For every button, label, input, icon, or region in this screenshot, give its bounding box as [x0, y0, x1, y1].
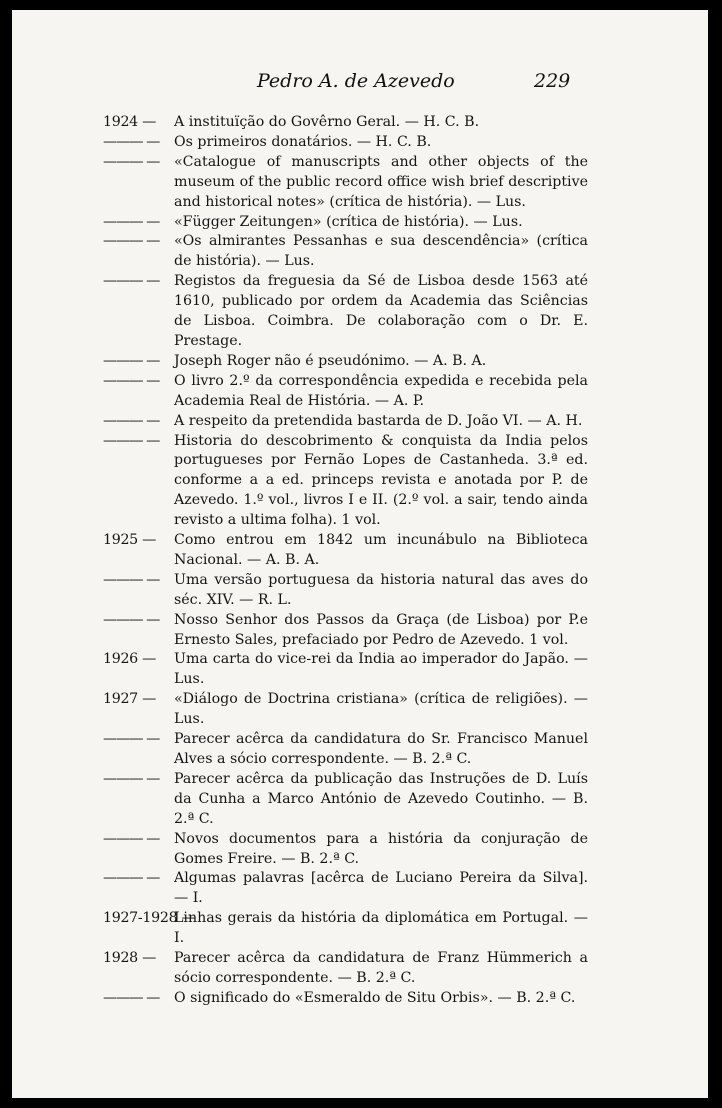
entry-year: ——— —	[103, 870, 160, 887]
bibliography-entry	[12, 611, 708, 651]
entry-year: ——— —	[103, 372, 160, 389]
bibliography-entry	[12, 372, 708, 412]
entry-text: Historia do descobrimento & conquista da India pelos portugueses por Fernão Lopes de Castanheda. 3.ª ed. conforme a a ed. princeps revista e anotada por P. de Azevedo. 1.º vol., livros I e II. (2.º vol. a sair, tendo ainda revisto a ultima folha). 1 vol.	[174, 432, 588, 529]
entry-year: ——— —	[103, 432, 160, 449]
bibliography-entry	[12, 770, 708, 830]
entry-text: Uma carta do vice-rei da India ao imperador do Japão. — Lus.	[174, 651, 588, 688]
entry-text: Como entrou em 1842 um incunábulo na Biblioteca Nacional. — A. B. A.	[174, 532, 588, 568]
entry-year: 1925 —	[103, 532, 157, 549]
entry-year: ——— —	[103, 989, 160, 1006]
bibliography-entry	[12, 113, 708, 133]
entry-year: ——— —	[103, 213, 160, 230]
entry-text: Parecer acêrca da candidatura do Sr. Francisco Manuel Alves a sócio correspondente. — B. 2.ª C.	[174, 731, 588, 767]
bibliography-entry	[12, 571, 708, 611]
entry-year: 1924 —	[103, 114, 157, 130]
entry-text: Novos documentos para a história da conjuração de Gomes Freire. — B. 2.ª C.	[174, 830, 588, 867]
bibliography-entry	[12, 909, 708, 949]
bibliography-entry	[12, 650, 708, 690]
running-title: Pedro A. de Azevedo	[257, 70, 455, 92]
bibliography-entry	[12, 153, 708, 213]
bibliography-entry	[12, 272, 708, 352]
entry-text: Algumas palavras [acêrca de Luciano Pereira da Silva]. — I.	[174, 870, 588, 907]
entry-year: ——— —	[103, 352, 160, 369]
entry-text: «Függer Zeitungen» (crítica de história). — Lus.	[174, 213, 523, 230]
entry-text: Uma versão portuguesa da historia natural das aves do séc. XIV. — R. L.	[174, 571, 588, 608]
bibliography-entry	[12, 690, 708, 730]
entry-year: ——— —	[103, 273, 160, 290]
entry-year: ——— —	[103, 153, 160, 170]
entry-text: Nosso Senhor dos Passos da Graça (de Lisboa) por P.e Ernesto Sales, prefaciado por Pedro de Azevedo. 1 vol.	[174, 611, 588, 648]
entry-year: ——— —	[103, 133, 160, 150]
entry-text: «Diálogo de Doctrina cristiana» (crítica de religiões). — Lus.	[174, 691, 588, 728]
bibliography-entry	[12, 989, 708, 1009]
entry-text: Parecer acêrca da candidatura de Franz Hümmerich a sócio correspondente. — B. 2.ª C.	[174, 950, 588, 986]
entry-year: 1927 —	[103, 691, 157, 708]
bibliography-entry	[12, 352, 708, 372]
entry-text: «Os almirantes Pessanhas e sua descendência» (crítica de história). — Lus.	[174, 233, 588, 270]
page-number: 229	[534, 70, 571, 92]
bibliography-entry	[12, 213, 708, 233]
entry-text: A instituïção do Govêrno Geral. — H. C. B.	[174, 114, 480, 130]
entry-text: Os primeiros donatários. — H. C. B.	[174, 133, 432, 150]
bibliography-list	[12, 113, 708, 1009]
bibliography-entry	[12, 432, 708, 532]
entry-year: ——— —	[103, 830, 160, 847]
entry-year: ——— —	[103, 571, 160, 588]
entry-year: ——— —	[103, 611, 160, 628]
entry-text: «Catalogue of manuscripts and other objects of the museum of the public record office wish brief descriptive and historical notes» (crítica de história). — Lus.	[174, 153, 588, 210]
entry-text: O livro 2.º da correspondência expedida e recebida pela Academia Real de História. — A. P.	[174, 372, 588, 409]
bibliography-entry	[12, 133, 708, 153]
bibliography-entry	[12, 232, 708, 272]
entry-text: O significado do «Esmeraldo de Situ Orbis». — B. 2.ª C.	[174, 989, 576, 1006]
entry-text: Joseph Roger não é pseudónimo. — A. B. A.	[174, 352, 487, 369]
bibliography-entry	[12, 869, 708, 909]
bibliography-entry	[12, 949, 708, 989]
entry-text: Parecer acêrca da publicação das Instruções de D. Luís da Cunha a Marco António de Azevedo Coutinho. — B. 2.ª C.	[174, 770, 588, 827]
page-header	[12, 70, 708, 100]
entry-year: ——— —	[103, 233, 160, 250]
entry-year: ——— —	[103, 770, 160, 787]
book-page	[12, 10, 708, 1098]
entry-year: 1927-1928 —	[103, 910, 196, 927]
entry-text: Linhas gerais da história da diplomática em Portugal. — I.	[174, 910, 588, 947]
entry-year: 1926 —	[103, 651, 157, 668]
bibliography-entry	[12, 531, 708, 571]
bibliography-entry	[12, 730, 708, 770]
entry-year: ——— —	[103, 412, 160, 429]
entry-text: Registos da freguesia da Sé de Lisboa desde 1563 até 1610, publicado por ordem da Academia das Sciências de Lisboa. Coimbra. De colaboração com o Dr. E. Prestage.	[174, 273, 588, 349]
entry-year: ——— —	[103, 731, 160, 748]
bibliography-entry	[12, 830, 708, 870]
bibliography-entry	[12, 412, 708, 432]
entry-year: 1928 —	[103, 950, 157, 967]
entry-text: A respeito da pretendida bastarda de D. João VI. — A. H.	[174, 412, 583, 429]
